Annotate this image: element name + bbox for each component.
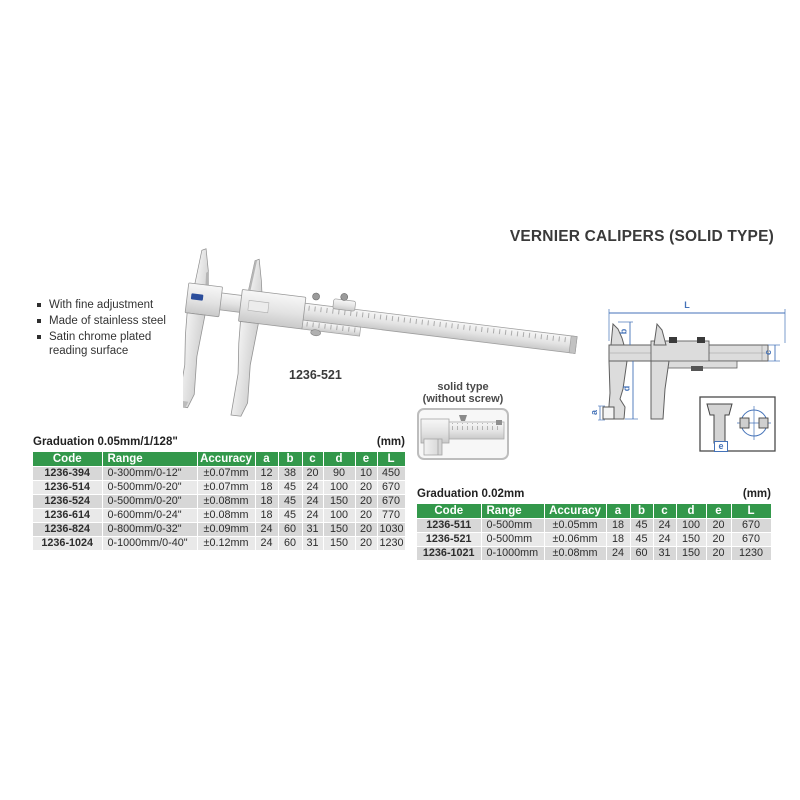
- technical-diagram: [589, 297, 800, 462]
- table-title: Graduation 0.05mm/1/128": [33, 436, 178, 448]
- diagram-slider-lower-jaw: [651, 361, 669, 419]
- value-cell: 150: [323, 537, 355, 551]
- column-header: Code: [417, 504, 481, 519]
- value-cell: 1230: [731, 547, 771, 561]
- value-cell: 0-500mm/0-20": [102, 495, 197, 509]
- column-header: L: [377, 452, 405, 467]
- value-cell: 60: [630, 547, 653, 561]
- value-cell: ±0.07mm: [197, 467, 255, 481]
- table-header-row: [417, 504, 771, 519]
- value-cell: 1230: [377, 537, 405, 551]
- fixed-lower-jaw: [183, 313, 205, 408]
- value-cell: 60: [278, 537, 302, 551]
- value-cell: 20: [706, 533, 731, 547]
- value-cell: 18: [606, 533, 630, 547]
- value-cell: 770: [377, 509, 405, 523]
- table-row: [33, 537, 405, 551]
- value-cell: 24: [255, 523, 278, 537]
- value-cell: 90: [323, 467, 355, 481]
- variant-note: [405, 381, 521, 406]
- code-cell: 1236-824: [33, 523, 102, 537]
- value-cell: 24: [255, 537, 278, 551]
- diagram-fixed-upper-jaw: [611, 324, 624, 345]
- dim-label-d: d: [621, 385, 632, 392]
- value-cell: ±0.12mm: [197, 537, 255, 551]
- diagram-clamp-screw: [669, 337, 677, 343]
- value-cell: 12: [255, 467, 278, 481]
- code-cell: 1236-394: [33, 467, 102, 481]
- value-cell: 24: [302, 509, 323, 523]
- value-cell: 45: [278, 495, 302, 509]
- feature-item: Made of stainless steel: [36, 315, 184, 328]
- value-cell: 100: [323, 509, 355, 523]
- value-cell: 18: [255, 509, 278, 523]
- table-unit: (mm): [742, 488, 771, 500]
- value-cell: 150: [676, 533, 706, 547]
- value-cell: 45: [630, 519, 653, 533]
- value-cell: 31: [302, 537, 323, 551]
- dim-label-a: a: [589, 409, 600, 416]
- spec-table: [417, 504, 772, 561]
- value-cell: 10: [355, 467, 377, 481]
- table-block-graduation-005: [33, 436, 405, 551]
- variant-thumbnail: [417, 408, 509, 460]
- value-cell: 0-500mm: [481, 533, 544, 547]
- table-row: [33, 523, 405, 537]
- table-row: [33, 481, 405, 495]
- caliper-head: [185, 283, 222, 317]
- jaw-foot-section: [603, 407, 614, 419]
- value-cell: 0-800mm/0-32": [102, 523, 197, 537]
- code-cell: 1236-524: [33, 495, 102, 509]
- value-cell: 670: [377, 481, 405, 495]
- feature-item: Satin chrome plated reading surface: [36, 331, 184, 357]
- value-cell: 150: [323, 523, 355, 537]
- dim-label-c: c: [763, 349, 774, 356]
- column-header: Range: [102, 452, 197, 467]
- value-cell: ±0.08mm: [197, 509, 255, 523]
- value-cell: 670: [731, 519, 771, 533]
- table-row: [33, 495, 405, 509]
- value-cell: 100: [676, 519, 706, 533]
- table-title: Graduation 0.02mm: [417, 488, 525, 500]
- value-cell: 18: [255, 481, 278, 495]
- value-cell: 45: [278, 509, 302, 523]
- value-cell: 24: [606, 547, 630, 561]
- code-cell: 1236-511: [417, 519, 481, 533]
- value-cell: 1030: [377, 523, 405, 537]
- table-header-row: [33, 452, 405, 467]
- value-cell: ±0.08mm: [197, 495, 255, 509]
- code-cell: 1236-614: [33, 509, 102, 523]
- page-title: VERNIER CALIPERS (SOLID TYPE): [509, 228, 774, 245]
- value-cell: 31: [653, 547, 676, 561]
- dim-label-e: e: [714, 441, 728, 452]
- code-cell: 1236-514: [33, 481, 102, 495]
- diagram-thumb-roller: [691, 366, 703, 371]
- table-row: [33, 509, 405, 523]
- value-cell: ±0.08mm: [544, 547, 606, 561]
- value-cell: 24: [653, 519, 676, 533]
- variant-note-line1: solid type: [437, 381, 489, 393]
- feature-list: [36, 299, 184, 361]
- value-cell: 24: [653, 533, 676, 547]
- column-header: b: [630, 504, 653, 519]
- value-cell: 100: [323, 481, 355, 495]
- value-cell: 20: [706, 547, 731, 561]
- model-label: 1236-521: [289, 368, 342, 382]
- value-cell: ±0.07mm: [197, 481, 255, 495]
- value-cell: 45: [278, 481, 302, 495]
- value-cell: 24: [302, 481, 323, 495]
- value-cell: 45: [630, 533, 653, 547]
- value-cell: 0-300mm/0-12": [102, 467, 197, 481]
- column-header: e: [355, 452, 377, 467]
- value-cell: 20: [355, 523, 377, 537]
- column-header: d: [323, 452, 355, 467]
- value-cell: 20: [355, 509, 377, 523]
- value-cell: 450: [377, 467, 405, 481]
- value-cell: 0-600mm/0-24": [102, 509, 197, 523]
- column-header: Code: [33, 452, 102, 467]
- value-cell: ±0.06mm: [544, 533, 606, 547]
- value-cell: 24: [302, 495, 323, 509]
- table-row: [417, 533, 771, 547]
- column-header: c: [302, 452, 323, 467]
- code-cell: 1236-1021: [417, 547, 481, 561]
- value-cell: 0-1000mm/0-40": [102, 537, 197, 551]
- value-cell: 31: [302, 523, 323, 537]
- table-row: [33, 467, 405, 481]
- slider-lower-jaw: [229, 321, 258, 416]
- column-header: d: [676, 504, 706, 519]
- value-cell: 20: [355, 537, 377, 551]
- value-cell: 150: [676, 547, 706, 561]
- table-row: [417, 519, 771, 533]
- column-header: a: [255, 452, 278, 467]
- dim-label-b: b: [618, 328, 629, 335]
- feature-item: With fine adjustment: [36, 299, 184, 312]
- column-header: Accuracy: [544, 504, 606, 519]
- value-cell: 20: [355, 495, 377, 509]
- value-cell: 0-500mm: [481, 519, 544, 533]
- column-header: Range: [481, 504, 544, 519]
- column-header: Accuracy: [197, 452, 255, 467]
- spec-table: [33, 452, 406, 551]
- code-cell: 1236-521: [417, 533, 481, 547]
- value-cell: 38: [278, 467, 302, 481]
- value-cell: 0-1000mm: [481, 547, 544, 561]
- variant-note-line2: (without screw): [422, 393, 504, 406]
- dim-label-L: L: [684, 300, 690, 310]
- column-header: a: [606, 504, 630, 519]
- value-cell: 670: [731, 533, 771, 547]
- diagram-clamp-screw: [697, 337, 705, 343]
- column-header: c: [653, 504, 676, 519]
- table-unit: (mm): [376, 436, 405, 448]
- table-row: [417, 547, 771, 561]
- value-cell: 670: [377, 495, 405, 509]
- value-cell: ±0.05mm: [544, 519, 606, 533]
- column-header: e: [706, 504, 731, 519]
- value-cell: 18: [606, 519, 630, 533]
- diagram-slider-upper-jaw: [654, 324, 666, 345]
- product-photo-caliper: [183, 240, 603, 435]
- table-block-graduation-002: [417, 488, 771, 561]
- value-cell: 20: [302, 467, 323, 481]
- value-cell: 0-500mm/0-20": [102, 481, 197, 495]
- column-header: b: [278, 452, 302, 467]
- value-cell: 18: [255, 495, 278, 509]
- column-header: L: [731, 504, 771, 519]
- value-cell: 20: [706, 519, 731, 533]
- value-cell: ±0.09mm: [197, 523, 255, 537]
- value-cell: 20: [355, 481, 377, 495]
- fixed-upper-jaw: [194, 248, 213, 287]
- value-cell: 60: [278, 523, 302, 537]
- value-cell: 150: [323, 495, 355, 509]
- clamp-screw: [312, 293, 320, 301]
- code-cell: 1236-1024: [33, 537, 102, 551]
